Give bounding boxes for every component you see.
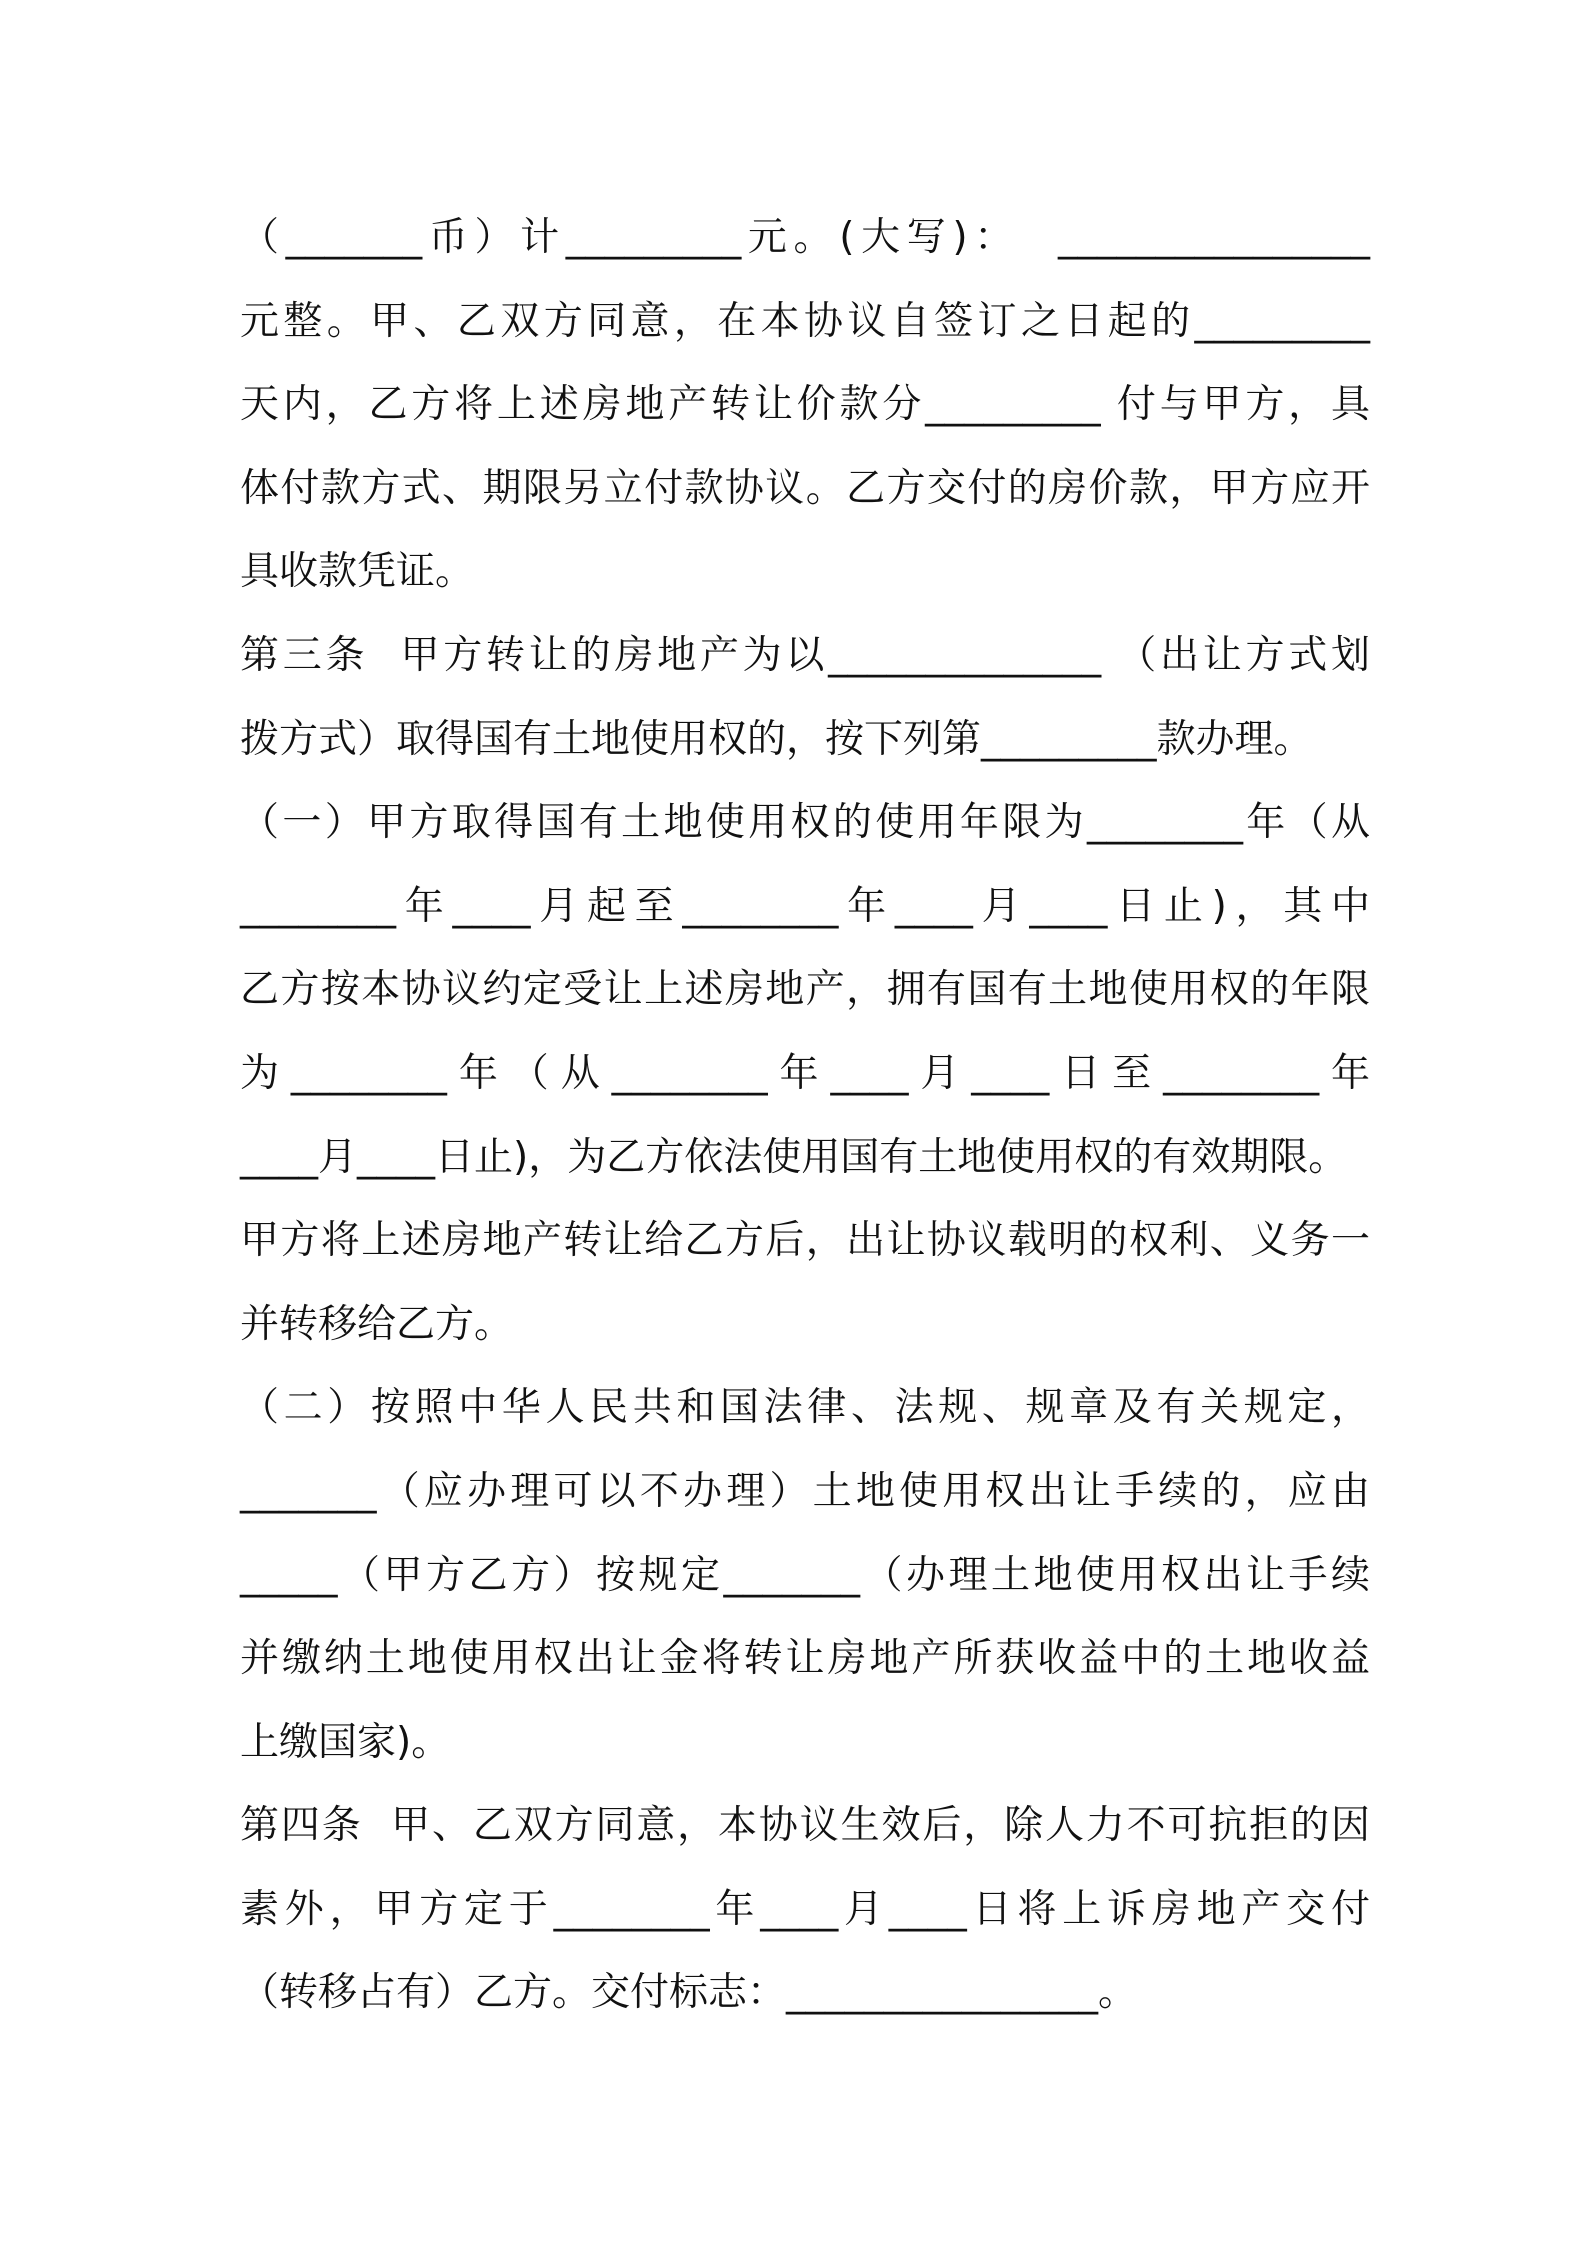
document-line: （_______币）计_________元。(大写)： ________________ (240, 215, 1370, 260)
document-line: 天内，乙方将上述房地产转让价款分_________ 付与甲方，具 (240, 382, 1370, 428)
document-line: 元整。甲、乙双方同意，在本协议自签订之日起的_________ (240, 298, 1370, 344)
document-line: ____月____日止)，为乙方依法使用国有土地使用权的有效期限。 (240, 1134, 1348, 1180)
clause-one-heading-line: （一）甲方取得国有土地使用权的使用年限为________年（从 (240, 800, 1370, 846)
document-line: 并缴纳土地使用权出让金将转让房地产所获收益中的土地收益 (240, 1636, 1370, 1682)
document-line: 素外，甲方定于________年____月____日将上诉房地产交付 (240, 1886, 1370, 1932)
document-line: 体付款方式、期限另立付款协议。乙方交付的房价款，甲方应开 (240, 465, 1370, 511)
article-four-heading-line: 第四条 甲、乙双方同意，本协议生效后，除人力不可抗拒的因 (240, 1803, 1370, 1849)
document-line: 具收款凭证。 (240, 549, 475, 595)
document-line: 甲方将上述房地产转让给乙方后，出让协议载明的权利、义务一 (240, 1218, 1370, 1264)
document-line: 拨方式）取得国有土地使用权的，按下列第_________款办理。 (240, 716, 1313, 762)
document-line: _______（应办理可以不办理）土地使用权出让手续的，应由 (240, 1468, 1370, 1514)
article-three-heading-line: 第三条 甲方转让的房地产为以______________ （出让方式划 (240, 632, 1370, 678)
clause-two-heading-line: （二）按照中华人民共和国法律、法规、规章及有关规定， (240, 1385, 1370, 1431)
document-line: 并转移给乙方。 (240, 1301, 514, 1347)
document-line: （转移占有）乙方。交付标志：________________。 (240, 1970, 1138, 2016)
document-line: 乙方按本协议约定受让上述房地产，拥有国有土地使用权的年限 (240, 967, 1370, 1013)
document-line: ________年____月起至________年____月____日止)，其中 (240, 883, 1370, 929)
document-body (240, 196, 1370, 2035)
document-line: 为________年（从________年____月____日至________年 (240, 1050, 1370, 1096)
document-line: _____（甲方乙方）按规定_______（办理土地使用权出让手续 (240, 1552, 1370, 1598)
document-line: 上缴国家)。 (240, 1719, 451, 1765)
